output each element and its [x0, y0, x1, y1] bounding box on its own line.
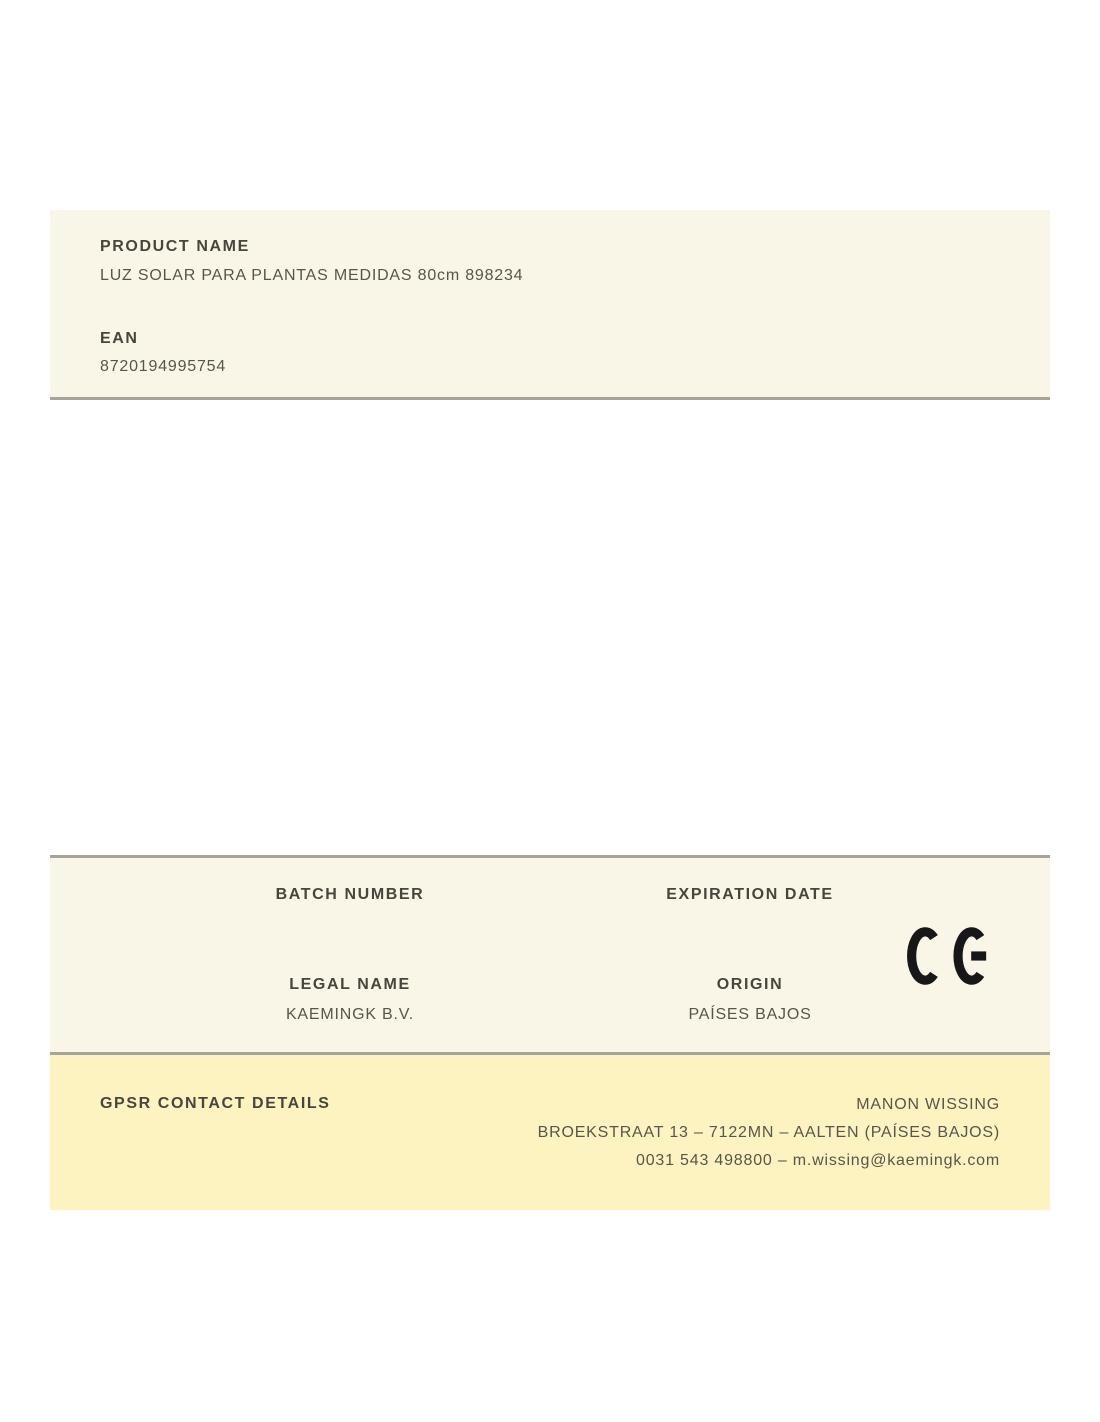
ean-value: 8720194995754 [100, 358, 227, 375]
contact-phone-email: 0031 543 498800 – m.wissing@kaemingk.com [636, 1152, 1000, 1169]
legal-name-label: LEGAL NAME [289, 976, 411, 993]
product-name-label: PRODUCT NAME [100, 238, 250, 255]
product-name-value: LUZ SOLAR PARA PLANTAS MEDIDAS 80cm 898234 [100, 267, 524, 284]
ce-mark-icon [904, 926, 991, 986]
batch-number-label: BATCH NUMBER [275, 886, 425, 903]
product-info-panel [50, 210, 1050, 400]
origin-value: PAÍSES BAJOS [688, 1006, 812, 1023]
gpsr-contact-panel [50, 1055, 1050, 1210]
expiration-date-label: EXPIRATION DATE [666, 886, 834, 903]
gpsr-contact-details-label: GPSR CONTACT DETAILS [100, 1095, 331, 1112]
legal-name-value: KAEMINGK B.V. [285, 1006, 415, 1023]
contact-name: MANON WISSING [856, 1096, 1000, 1113]
origin-label: ORIGIN [716, 976, 784, 993]
gpsr-contact-block [538, 1091, 1000, 1175]
compliance-panel [50, 855, 1050, 1055]
ean-label: EAN [100, 330, 139, 347]
contact-address: BROEKSTRAAT 13 – 7122MN – AALTEN (PAÍSES BAJOS) [537, 1124, 1000, 1141]
